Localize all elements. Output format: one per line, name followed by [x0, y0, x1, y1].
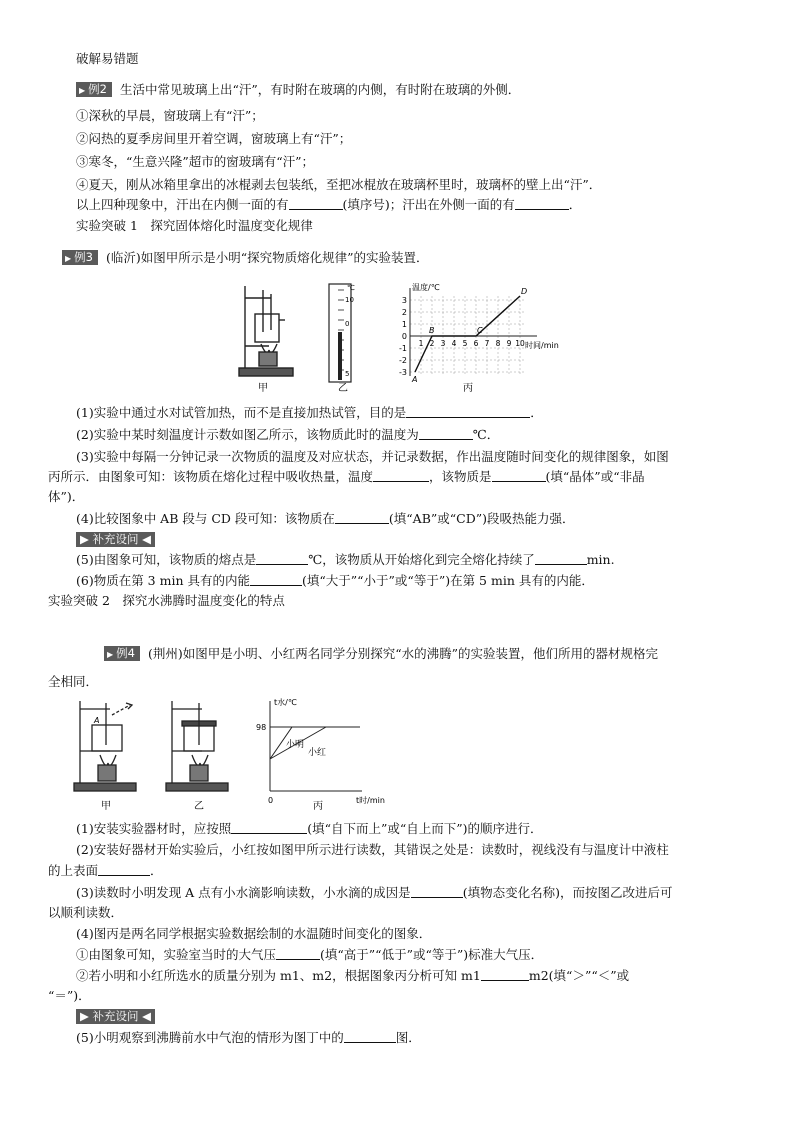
experiment-2-title: 实验突破 2 探究水沸腾时温度变化的特点: [48, 593, 285, 608]
ex2-item-1: ①深秋的早晨，窗玻璃上有“汗”；: [76, 108, 264, 123]
ex4-q4-2-line2: “＝”)．: [48, 988, 91, 1003]
ex4-q4-1: ①由图象可知，实验室当时的大气压 (填“高于”“低于”或“等于”)标准大气压．: [76, 947, 544, 962]
figure-label-yi: 乙: [338, 383, 348, 394]
answer-blank[interactable]: [250, 573, 302, 586]
point-d: D: [521, 287, 528, 296]
point-a: A: [412, 375, 418, 384]
answer-blank[interactable]: [373, 469, 429, 482]
ex3-supplement-badge-row: [76, 530, 155, 547]
ex3-q5: (5)由图象可知，该物质的熔点是 ℃，该物质从开始熔化到完全熔化持续了 min.: [76, 552, 615, 567]
supplement-badge: ▶ 补充设问 ◀: [76, 1009, 155, 1024]
answer-blank[interactable]: [406, 405, 530, 418]
x-tick: 9: [506, 339, 512, 348]
y-tick: -3: [399, 368, 407, 377]
graph-value-98: 98: [256, 723, 267, 732]
y-tick: 3: [401, 296, 407, 305]
ex3-q1: (1)实验中通过水对试管加热，而不是直接加热试管，目的是 ．: [76, 405, 543, 420]
thermometer-label: 5: [345, 370, 350, 378]
ex2-item-2: ②闷热的夏季房间里开着空调，窗玻璃上有“汗”；: [76, 131, 352, 146]
example-2-stem: ▶ 例2 生活中常见玻璃上出“汗”，有时附在玻璃的内侧，有时附在玻璃的外侧．: [76, 81, 520, 98]
ex4-q3-line2: 以顺利读数．: [48, 905, 124, 920]
point-c: C: [477, 326, 483, 335]
ex2-item-4: ④夏天，刚从冰箱里拿出的冰棍剥去包装纸，至把冰棍放在玻璃杯里时，玻璃杯的壁上出“汗”．: [76, 177, 602, 192]
x-tick: 2: [429, 339, 435, 348]
ex3-q2: (2)实验中某时刻温度计示数如图乙所示，该物质此时的温度为 ℃．: [76, 427, 500, 442]
example-4-figures: [70, 695, 400, 815]
series-label-xiaohong: 小红: [308, 748, 327, 758]
figure-label-jia: 甲: [258, 383, 268, 394]
y-tick: -2: [399, 356, 407, 365]
answer-blank[interactable]: [231, 821, 307, 834]
ex2-item-3: ③寒冬，“生意兴隆”超市的窗玻璃有“汗”；: [76, 154, 315, 169]
example-4-stem: ▶ 例4 (荆州)如图甲是小明、小红两名同学分别探究“水的沸腾”的实验装置，他们所用的器材规格完: [104, 645, 658, 662]
figure-label-bing: 丙: [463, 383, 473, 394]
ex4-q4: (4)图丙是两名同学根据实验数据绘制的水温随时间变化的图象．: [76, 926, 432, 941]
boiling-apparatus-jia: [74, 701, 136, 791]
experiment-1-title: 实验突破 1 探究固体熔化时温度变化规律: [76, 218, 313, 233]
boiling-graph: [256, 697, 385, 805]
answer-blank[interactable]: [276, 947, 320, 960]
ex4-q3-line1: (3)读数时小明发现 A 点有小水滴影响读数，小水滴的成因是 (填物态变化名称)，而按图乙改进后可: [76, 885, 673, 900]
graph-origin: 0: [268, 796, 274, 805]
answer-blank[interactable]: [335, 511, 389, 524]
x-tick: 10: [515, 339, 525, 348]
ex4-q5: (5)小明观察到沸腾前水中气泡的情形为图丁中的 图．: [76, 1030, 421, 1045]
answer-blank[interactable]: [515, 197, 569, 210]
ex3-q3-line2: 丙所示．由图象可知：该物质在熔化过程中吸收热量，温度 ，该物质是 (填“晶体”或“非晶: [48, 469, 645, 484]
answer-blank[interactable]: [492, 469, 546, 482]
ex4-q1: (1)安装实验器材时，应按照 (填“自下而上”或“自上而下”)的顺序进行．: [76, 821, 543, 836]
x-tick: 4: [451, 339, 457, 348]
ex3-q3-line1: (3)实验中每隔一分钟记录一次物质的温度及对应状态，并记录数据，作出温度随时间变化的规律图象，如图: [76, 449, 669, 464]
graph-x-label: 时间/min: [525, 341, 559, 350]
example-3-stem: ▶ 例3 (临沂)如图甲所示是小明“探究物质熔化规律”的实验装置．: [62, 249, 429, 266]
answer-blank[interactable]: [419, 427, 473, 440]
x-tick: 7: [484, 339, 490, 348]
x-tick: 8: [495, 339, 501, 348]
supplement-badge: ▶ 补充设问 ◀: [76, 532, 155, 547]
example-2-badge: ▶ 例2: [76, 82, 112, 97]
x-tick: 1: [418, 339, 424, 348]
x-tick: 6: [473, 339, 479, 348]
ex3-q3-line3: 体”)．: [48, 489, 85, 504]
x-tick: 3: [440, 339, 446, 348]
y-tick: 2: [401, 308, 407, 317]
thermometer-label: 0: [345, 320, 350, 328]
example-3-figures: [225, 280, 565, 398]
ex4-supplement-badge-row: [76, 1007, 155, 1024]
figure-label-bing: 丙: [313, 801, 323, 812]
answer-blank[interactable]: [535, 552, 587, 565]
y-tick: 1: [401, 320, 407, 329]
graph-x-label: t时/min: [356, 796, 385, 805]
figure-label-jia: 甲: [101, 801, 111, 812]
ex4-q2-line1: (2)安装好器材开始实验后，小红按如图甲所示进行读数，其错误之处是：读数时，视线没有与温度计中液柱: [76, 842, 669, 857]
ex3-q4: (4)比较图象中 AB 段与 CD 段可知：该物质在 (填“AB”或“CD”)段吸热能力强．: [76, 511, 575, 526]
point-b: B: [429, 326, 435, 335]
thermometer-unit: ℃: [347, 284, 355, 292]
ex2-question: 以上四种现象中，汗出在内侧一面的有 (填序号)；汗出在外侧一面的有 ．: [76, 197, 582, 212]
answer-blank[interactable]: [98, 863, 150, 876]
graph-y-label: 温度/℃: [412, 283, 440, 292]
ex3-q6: (6)物质在第 3 min 具有的内能 (填“大于”“小于”或“等于”)在第 5 min 具有的内能．: [76, 573, 594, 588]
ex4-q4-2: ②若小明和小红所选水的质量分别为 m1、m2，根据图象丙分析可知 m1 m2(填“＞”“＜”或: [76, 968, 630, 983]
figure-label-yi: 乙: [194, 801, 204, 812]
y-tick: -1: [399, 344, 407, 353]
answer-blank[interactable]: [344, 1030, 396, 1043]
answer-blank[interactable]: [481, 968, 529, 981]
series-label-xiaoming: 小明: [286, 740, 305, 750]
thermometer-label: 10: [345, 296, 354, 304]
section-heading-trap: 破解易错题: [76, 51, 139, 66]
ex4-q2-line2: 的上表面 ．: [48, 863, 163, 878]
example-3-badge: ▶ 例3: [62, 250, 98, 265]
thermometer-figure: [329, 284, 355, 382]
melting-graph: [399, 282, 559, 384]
example-4-badge: ▶ 例4: [104, 646, 140, 661]
x-tick: 5: [462, 339, 468, 348]
graph-y-label: t水/℃: [274, 698, 297, 707]
melting-apparatus-figure: [239, 286, 293, 376]
y-tick: 0: [401, 332, 407, 341]
answer-blank[interactable]: [411, 885, 463, 898]
answer-blank[interactable]: [289, 197, 343, 210]
example-4-stem-line2: 全相同．: [48, 674, 99, 689]
boiling-apparatus-yi: [166, 701, 228, 791]
point-a-label: A: [94, 716, 100, 725]
answer-blank[interactable]: [256, 552, 308, 565]
